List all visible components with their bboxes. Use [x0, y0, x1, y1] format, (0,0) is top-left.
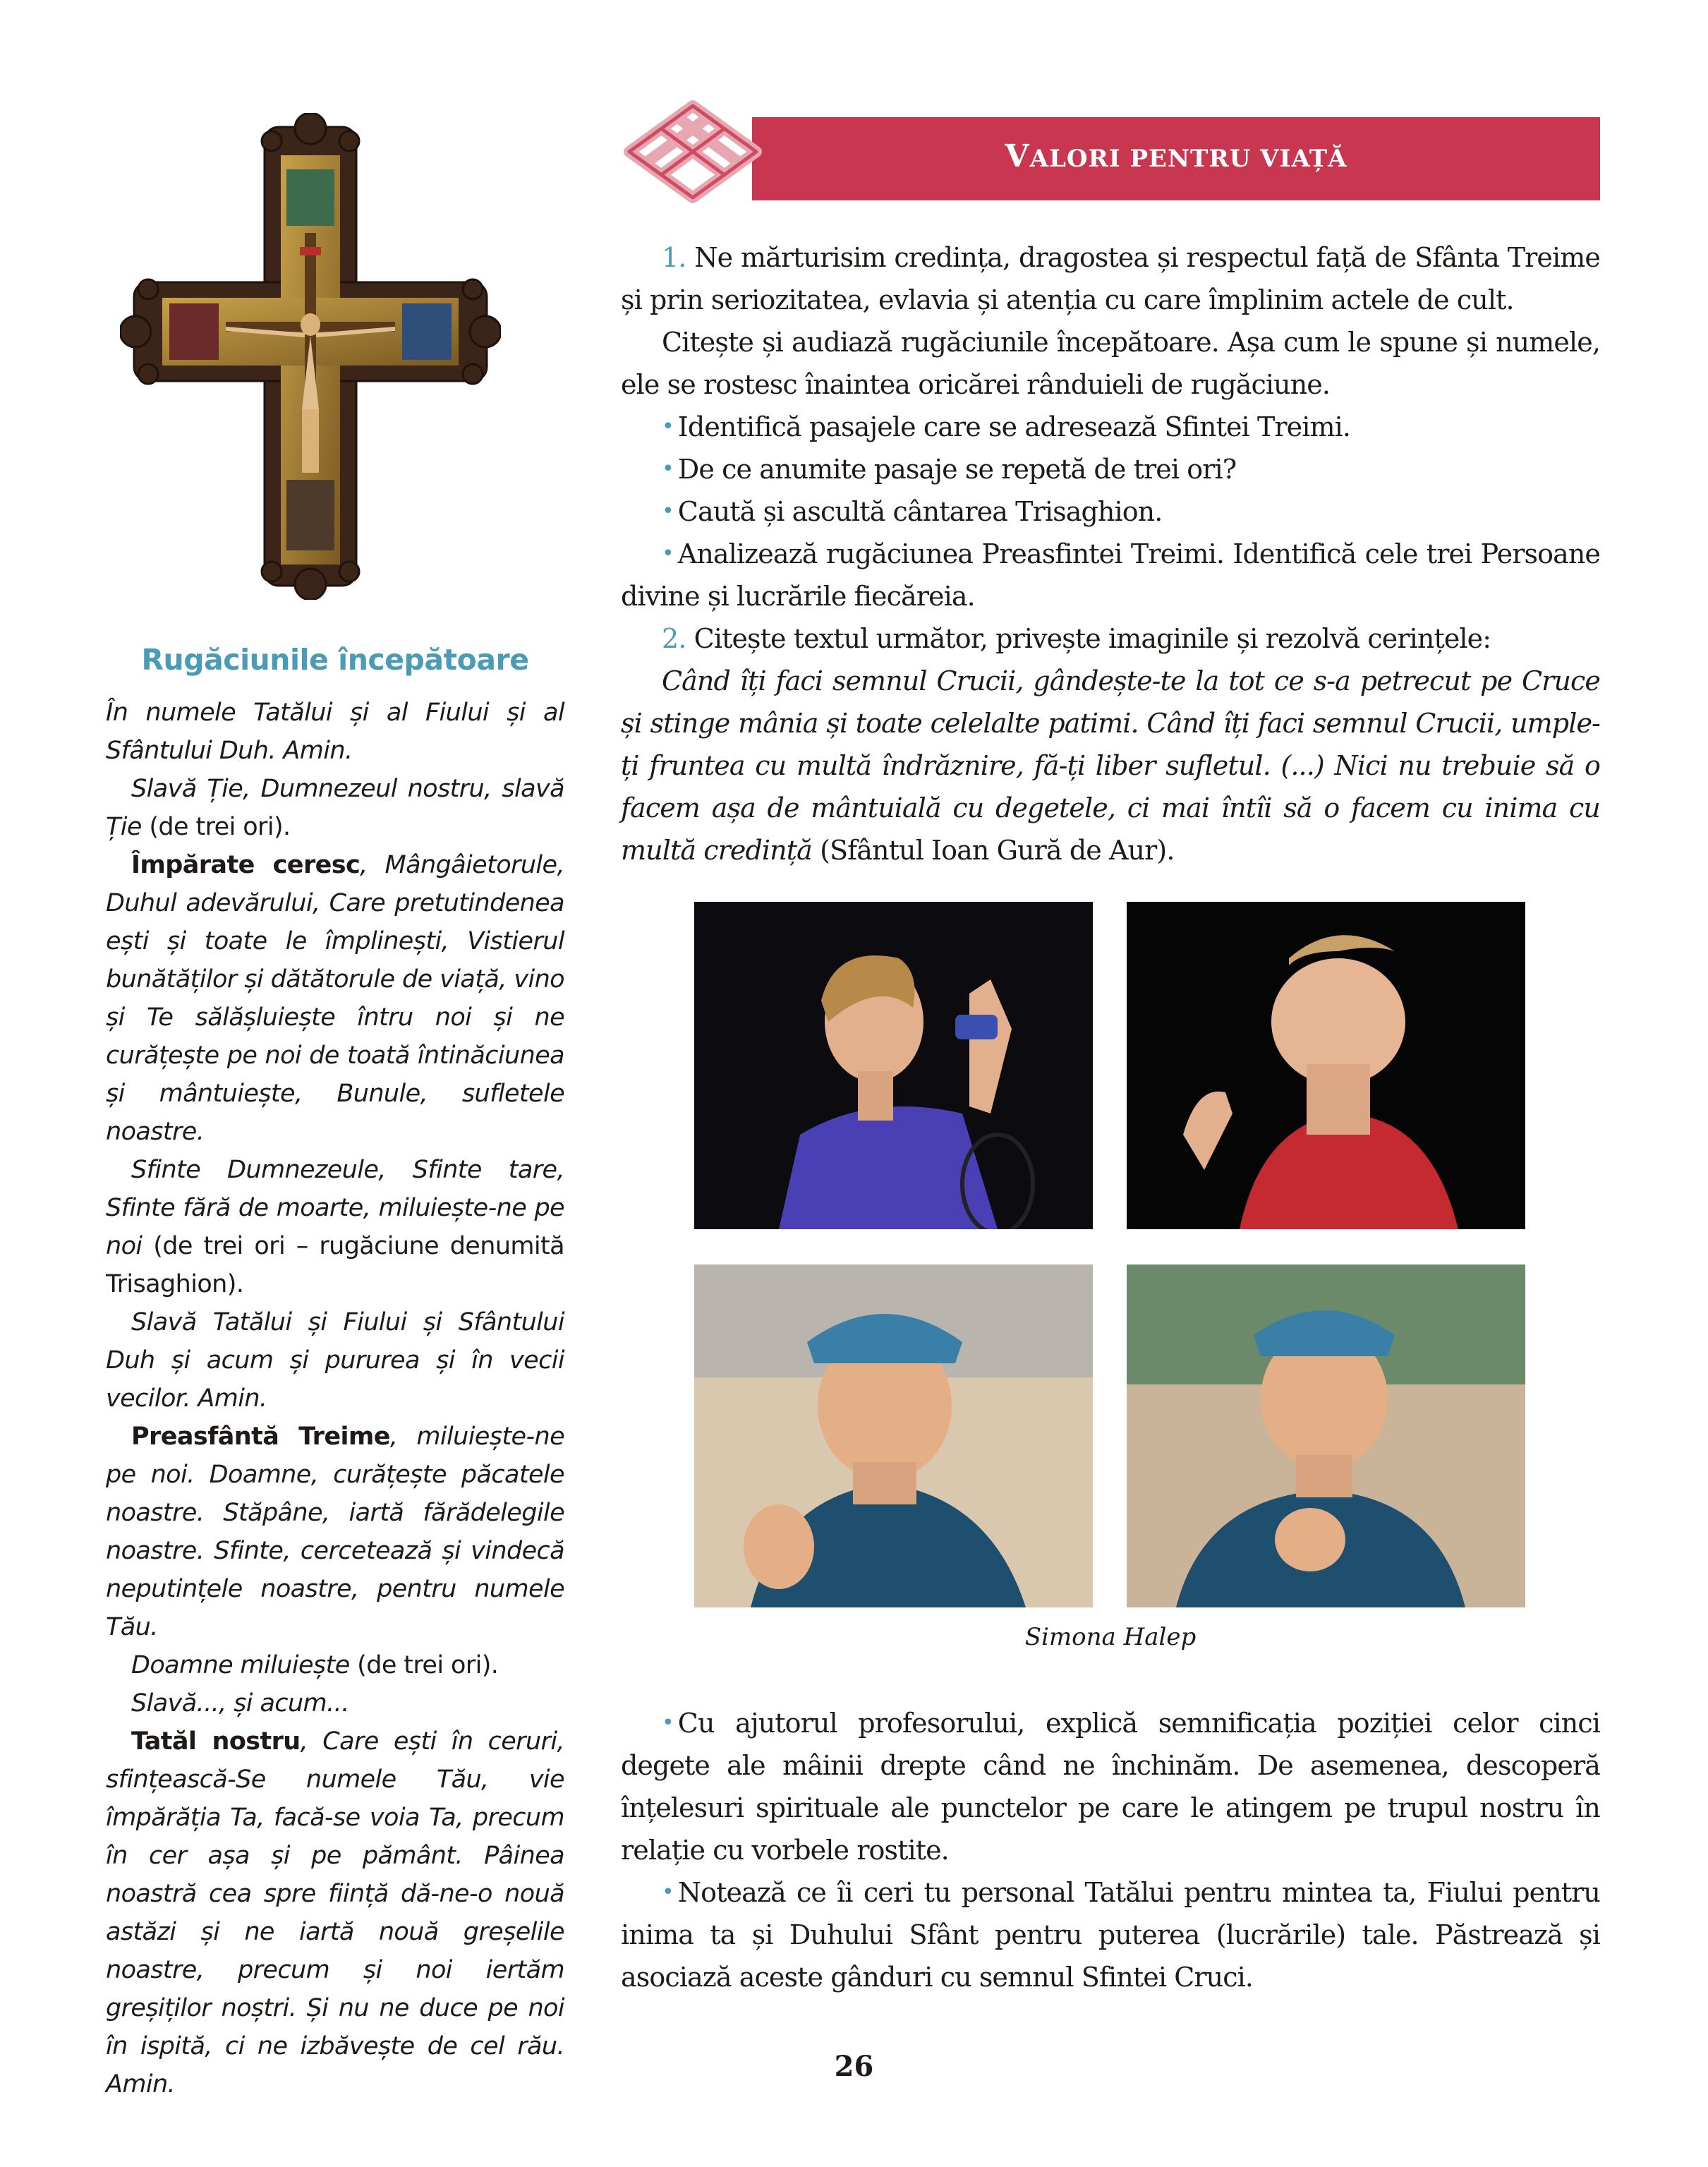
bullet-icon: •	[662, 541, 674, 566]
photo-athlete-2	[1127, 902, 1525, 1229]
exercise-section	[621, 236, 1600, 871]
prayer-glory-short: Slavă..., și acum...	[131, 1689, 349, 1718]
prayer-sign-of-cross: În numele Tatălui și al Fiului și al Sfântului Duh. Amin.	[106, 699, 564, 765]
list-item: • Identifică pasajele care se adresează Sfintei Treimi.	[662, 411, 1351, 442]
question-2: 2. Citește textul următor, privește imaginile și rezolvă cerințele:	[662, 623, 1491, 654]
list-item: • Notează ce îi ceri tu personal Tatălui pentru mintea ta, Fiului pentru inima ta și Duhului Sfânt pentru puterea (lucrările) tale. Păstrează și asociază aceste gânduri cu semnul Sfintei Cruci.	[621, 1877, 1600, 1993]
prayer-lord-have-mercy: Doamne miluiește (de trei ori).	[131, 1651, 499, 1679]
prayers-column	[106, 639, 564, 2103]
list-item: • De ce anumite pasaje se repetă de trei ori?	[662, 454, 1237, 485]
bullet-icon: •	[662, 1880, 674, 1905]
quote: Când îți faci semnul Crucii, gândește-te la tot ce s-a petrecut pe Cruce și stinge mânia și toate celelalte patimi. Când îți faci semnul Crucii, umple-ți fruntea cu multă îndrăznire, fă-ți liber sufletul. (...) Nici nu trebuie să o facem așa de mântuială cu degetele, ci mai întîi să o facem cu inima cu multă credință (Sfântul Ioan Gură de Aur).	[621, 665, 1600, 866]
bullet-icon: •	[662, 414, 674, 439]
prayer-glory: Slavă Ție, Dumnezeul nostru, slavă Ție (de trei ori).	[106, 775, 564, 841]
crucifix-image	[120, 113, 501, 600]
photo-athlete-1	[694, 902, 1093, 1229]
exercise-tasks	[621, 1702, 1600, 1998]
photo-caption: Simona Halep	[1024, 1623, 1197, 1651]
prayer-our-father: Tatăl nostru, Care ești în ceruri, sfințească-Se numele Tău, vie împărăția Ta, facă-se voia Ta, precum în cer așa și pe pământ. Pâinea noastră cea spre ființă dă-ne-o nouă astăzi și ne iartă nouă greșelile noastre, precum și noi iertăm greșiților noștri. Și nu ne duce pe noi în ispită, ci ne izbăvește de cel rău. Amin.	[106, 1727, 564, 2099]
prayers-title: Rugăciunile începătoare	[141, 643, 529, 677]
list-item: • Cu ajutorul profesorului, explică semnificația poziției celor cinci degete ale mâinii drepte când ne închinăm. De asemenea, descoperă înțelesuri spirituale ale punctelor pe care le atingem pe trupul nostru în relație cu vorbele rostite.	[621, 1708, 1600, 1866]
page-number: 26	[834, 2050, 874, 2083]
section-banner	[752, 117, 1600, 200]
photo-athlete-4	[1127, 1264, 1525, 1607]
prayer-holy-trinity: Preasfântă Treime, miluiește-ne pe noi. Doamne, curățește păcatele noastre. Stăpâne, iartă fărădelegile noastre. Sfinte, cercetează și vindecă neputințele noastre, pentru numele Tău.	[106, 1423, 565, 1641]
list-item: • Analizează rugăciunea Preasfintei Treimi. Identifică cele trei Persoane divine și lucrările fiecăreia.	[621, 538, 1600, 612]
question-1: 1. Ne mărturisim credința, dragostea și respectul față de Sfânta Treime și prin seriozitatea, evlavia și atenția cu care împlinim actele de cult.	[621, 242, 1600, 315]
section-title: VALORI PENTRU VIAȚĂ	[1005, 138, 1347, 174]
list-item: • Caută și ascultă cântarea Trisaghion.	[662, 496, 1163, 527]
prayer-trisagion: Sfinte Dumnezeule, Sfinte tare, Sfinte fără de moarte, miluiește-ne pe noi (de trei ori – rugăciune denumită Trisaghion).	[106, 1156, 564, 1298]
bullet-icon: •	[662, 1710, 674, 1735]
prayer-heavenly-king: Împărate ceresc, Mângâietorule, Duhul adevărului, Care pretutindenea ești și toate le împlinești, Vistierul bunătăților și dătătorule de viață, vino și Te sălășluiește întru noi și ne curățește pe noi de toată întinăciunea și mântuiește, Bunule, sufletele noastre.	[106, 851, 565, 1146]
celtic-knot-icon	[615, 99, 770, 205]
bullet-icon: •	[662, 457, 674, 481]
question-1-instructions: Citește și audiază rugăciunile începătoare. Așa cum le spune și numele, ele se rostesc înaintea oricărei rânduieli de rugăciune.	[621, 327, 1600, 400]
prayer-glory-father: Slavă Tatălui și Fiului și Sfântului Duh și acum și pururea și în vecii vecilor. Amin.	[106, 1308, 564, 1413]
photo-athlete-3	[694, 1264, 1093, 1607]
bullet-icon: •	[662, 499, 674, 524]
